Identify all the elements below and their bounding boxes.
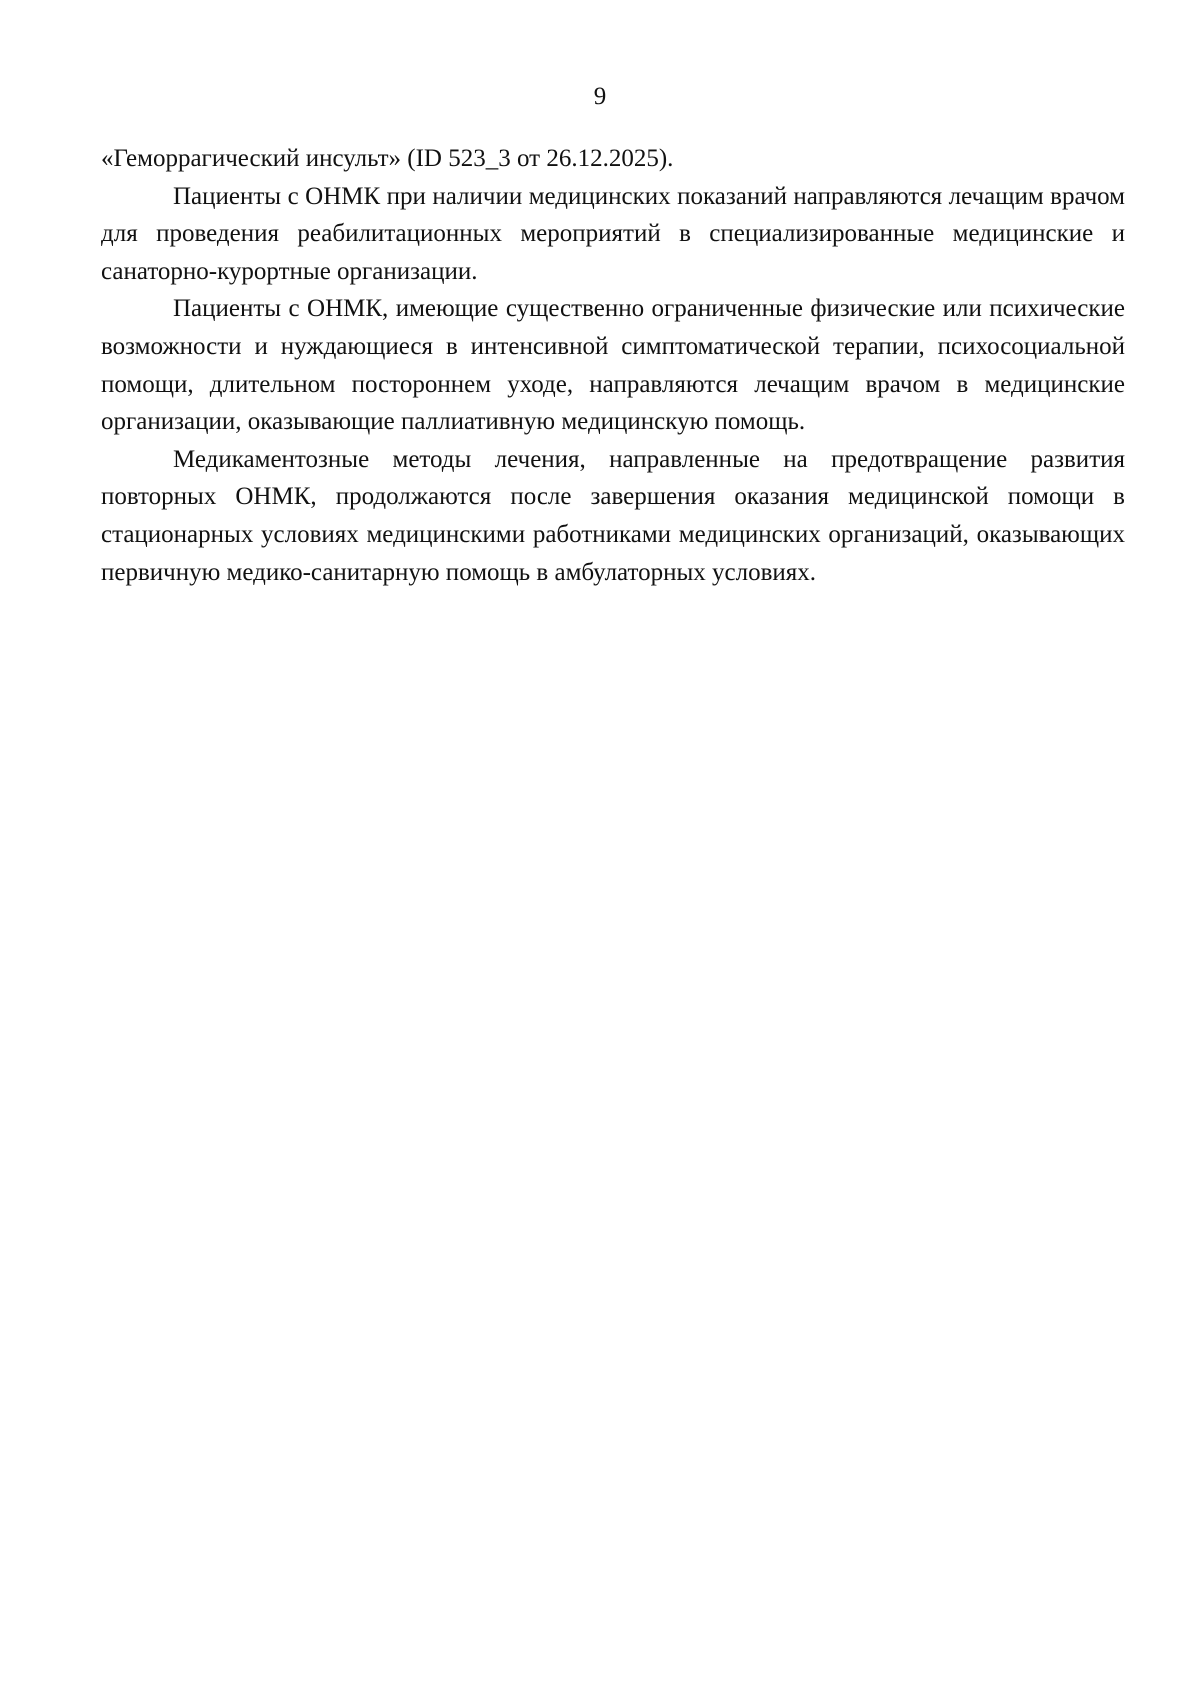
paragraph-medication-treatment: Медикаментозные методы лечения, направленные на предотвращение развития повторных ОНМК, продолжаются после завершения оказания медицинской помощи в стационарных условиях медицинскими работниками медицинских организаций, оказывающих первичную медико-санитарную помощь в амбулаторных условиях.	[101, 445, 1125, 586]
page-number: 9	[593, 83, 607, 110]
paragraph-palliative-care: Пациенты с ОНМК, имеющие существенно ограниченные физические или психические возможности и нуждающиеся в интенсивной симптоматической терапии, психосоциальной помощи, длительном постороннем уходе, направляются лечащим врачом в медицинские организации, оказывающие паллиативную медицинскую помощь.	[101, 295, 1125, 436]
paragraph-rehabilitation: Пациенты с ОНМК при наличии медицинских показаний направляются лечащим врачом для проведения реабилитационных мероприятий в специализированные медицинские и санаторно-курортные организации.	[101, 182, 1125, 285]
paragraph-continuation: «Геморрагический инсульт» (ID 523_3 от 26.12.2025).	[101, 145, 674, 172]
document-body	[101, 140, 1125, 591]
